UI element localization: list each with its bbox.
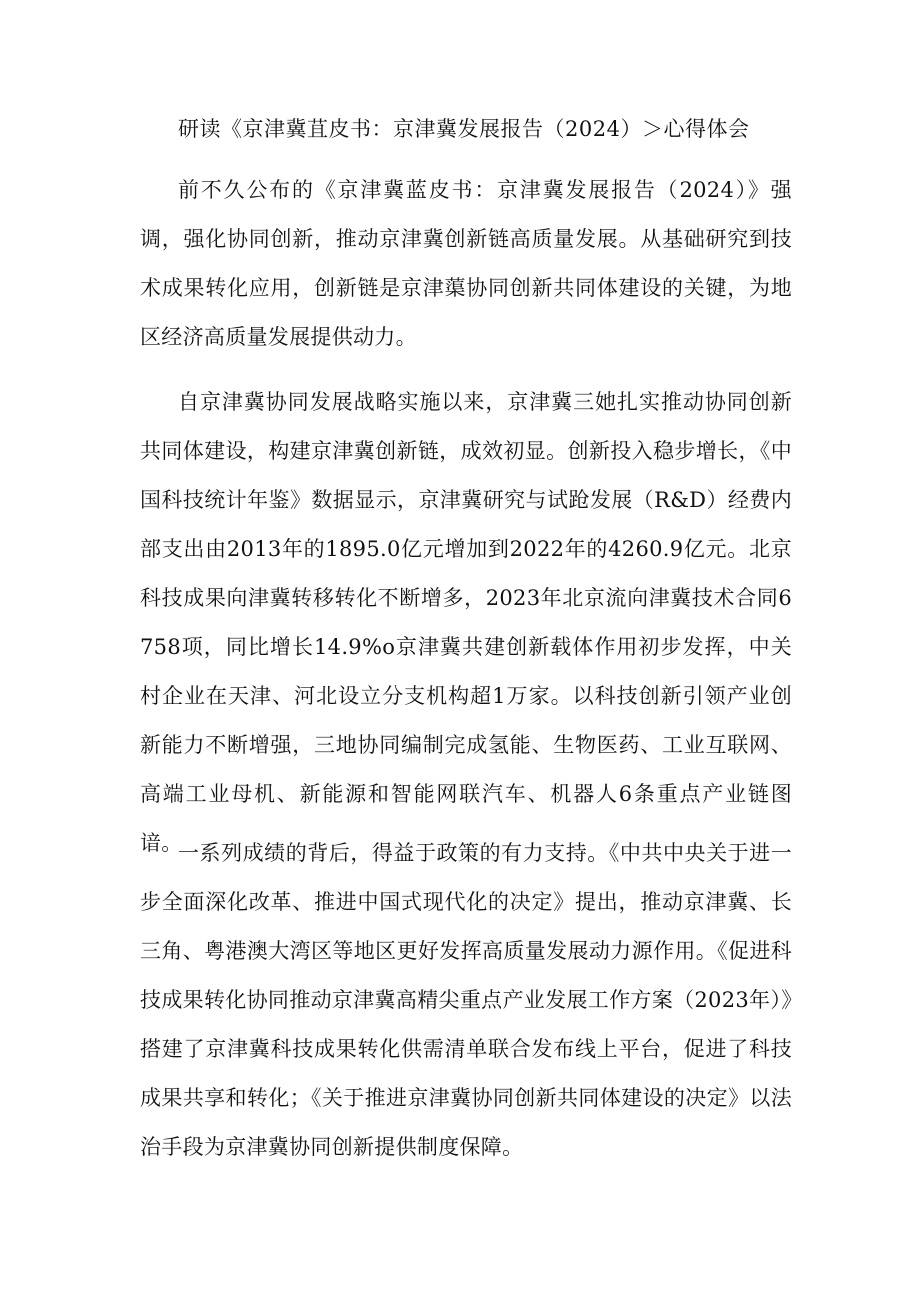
document-title: 研读《京津冀苴皮书：京津冀发展报告（2024）＞心得体会: [178, 117, 750, 141]
paragraph-3: 一系列成绩的背后，得益于政策的有力支持。《中共中央关于进一步全面深化改革、推进中国式现代化的决定》提出，推动京津冀、长三角、粤港澳大湾区等地区更好发挥高质量发展动力源作用。《促进科技成果转化协同推动京津冀高精尖重点产业发展工作方案（2023年）》搭建了京津冀科技成果转化供需清单联合发布线上平台，促进了科技成果共享和转化；《关于推进京津冀协同创新共同体建设的决定》以法治手段为京津冀协同创新提供制度保障。: [140, 841, 792, 1159]
paragraph-2: 自京津冀协同发展战略实施以来，京津冀三她扎实推动协同创新共同体建设，构建京津冀创新链，成效初显。创新投入稳步增长，《中国科技统计年鉴》数据显示，京津冀研究与试跄发展（R&D）经费内部支出由2013年的1895.0亿元增加到2022年的4260.9亿元。北京科技成果向津冀转移转化不断增多，2023年北京流向津冀技术合同6758项，同比增长14.9%o京津冀共建创新载体作用初步发挥，中关村企业在天津、河北设立分支机构超1万家。以科技创新引领产业创新能力不断增强，三地协同编制完成氢能、生物医药、工业互联网、高端工业母机、新能源和智能网联汽车、机器人6条重点产业链图谙。: [140, 390, 792, 855]
paragraph-1: 前不久公布的《京津冀蓝皮书：京津冀发展报告（2024）》强调，强化协同创新，推动京津冀创新链高质量发展。从基础研究到技术成果转化应用，创新链是京津蕖协同创新共同体建设的关键，为地区经济高质量发展提供动力。: [140, 178, 792, 349]
